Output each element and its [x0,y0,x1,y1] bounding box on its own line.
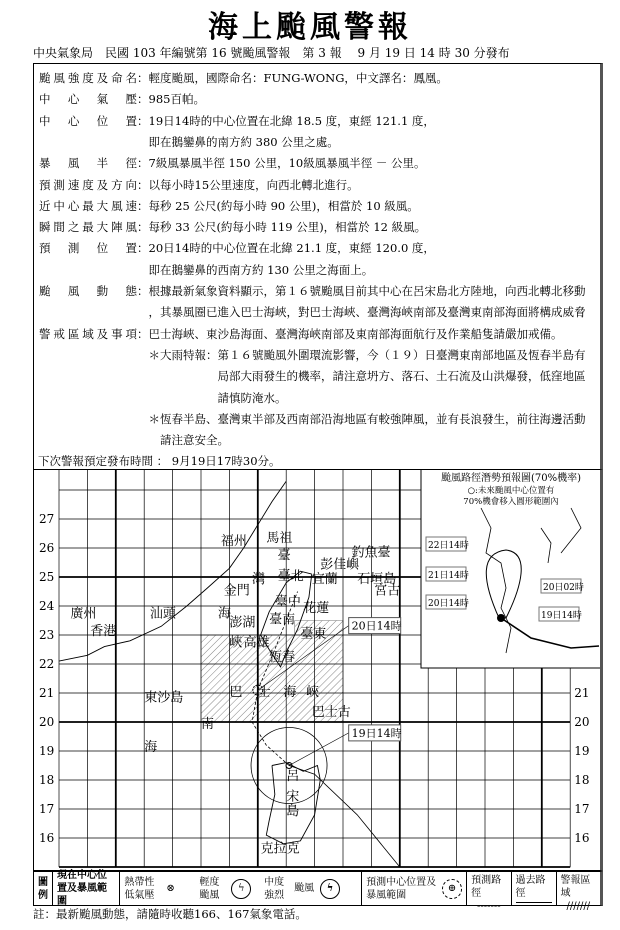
info-row [39,262,373,278]
callout-fcst: 20日14時 [351,619,402,633]
place-label: 克拉克 [260,841,300,857]
place-label: 臺東 [300,626,327,642]
legend-forecast [362,872,467,905]
place-label: 釣魚臺 [351,545,391,561]
row-value: ：根據最新氣象資料顯示，第１６號颱風目前其中心在呂宋島北方陸地，向西北轉北移動 [137,284,586,298]
info-row [39,326,563,342]
row-label: 颱風強度及命名 [39,71,137,85]
mild-typhoon-icon: ϟ [231,879,251,899]
legend-mild-label: 輕度颱風 [199,876,220,901]
legend-head: 圖例 [34,872,53,905]
lat-tick-label: 26 [39,541,55,555]
legend-moderate-label: 中度強烈 [264,876,285,901]
place-label: 峽 [229,635,243,651]
inset-time-label: 19日14時 [541,611,582,621]
callout-leader [289,733,349,766]
place-label: 呂 [286,769,300,784]
inset-time-label: 22日14時 [428,541,469,551]
page-title: 海上颱風警報 [208,10,412,45]
place-label: 士 [257,684,271,700]
row-value: ：20日14時的中心位置在北緯 21.1 度，東經 120.0 度， [137,241,435,256]
info-row [39,70,448,86]
dashed-line-icon: ------- [476,901,501,912]
lat-tick-label: 17 [39,802,55,816]
lat-tick-label-right: 18 [574,773,590,787]
place-label: 海 [218,606,232,622]
info-row [39,368,586,384]
row-label: 暴風半徑 [39,156,137,171]
info-row [39,155,426,171]
info-row [39,240,435,256]
row-label: 警戒區域及事項 [39,326,137,341]
legend-ppath-label: 過去路徑 [515,875,546,899]
legend-warn [557,872,600,912]
place-label: 香港 [90,624,117,639]
info-row [39,113,435,129]
place-label: 臺北 [277,568,304,584]
row-value: ：輕度颱風，國際命名：FUNG-WONG，中文譯名：鳳凰。 [137,71,448,85]
warning-text-box [33,63,603,470]
place-label: 馬祖 [266,531,293,547]
legend-fpath-label: 預測路徑 [471,875,502,899]
lat-tick-label: 24 [39,599,55,613]
info-row [39,432,229,448]
legend-forecast-label: 預測中心位置及暴風範圍 [366,876,437,901]
info-row [39,198,419,214]
place-label: 臺 [277,548,291,564]
place-label: 南 [201,716,215,732]
inset-sub1: ○:未來颱風中心位置有 [467,486,555,496]
place-label: 宜蘭 [311,571,338,587]
legend-td [120,872,195,905]
row-value: ：19日14時的中心位置在北緯 18.5 度，東經 121.1 度， [137,113,435,128]
info-row [39,411,586,427]
row-value: ：985百帕。 [137,92,205,107]
lat-tick-label: 22 [39,657,55,671]
forecast-center-icon: ⊕ [442,879,462,899]
row-value: ＊大雨特報：第１６號颱風外圍環流影響，今（１９）日臺灣東南部地區及恆春半島有 [137,347,586,362]
map-svg [34,470,600,870]
place-label: 澎湖 [229,615,256,631]
row-value: ＊恆春半島、臺灣東半部及西南部沿海地區有較強陣風，並有長浪發生，前往海邊活動 [137,411,586,426]
legend-fpath [467,872,511,912]
place-label: 灣 [252,571,266,587]
info-row [39,177,359,193]
info-row [39,390,287,406]
place-label: 巴 [229,684,243,700]
place-label: 島 [286,803,300,819]
place-label: 東沙島 [144,690,184,706]
inset-sub2: 70%機會移入圓形範圍內 [463,497,559,507]
footnote: 註：最新颱風動態，請隨時收聽166、167氣象電話。 [33,907,307,921]
info-row [39,219,426,235]
lat-tick-label-right: 20 [574,715,590,729]
place-label: 高雄 [243,635,270,651]
place-label: 臺南 [269,612,296,628]
row-label: 預測速度及方向 [39,177,137,192]
place-label: 宮古 [374,583,401,599]
legend-typhoon-label: 颱風 [294,883,315,894]
place-label: 福州 [220,534,247,550]
place-label: 峽 [306,684,320,700]
row-value: 即在鵝鑾鼻的南方約 380 公里之處。 [137,134,339,149]
row-label: 中心氣壓 [39,92,137,107]
row-value: ：每秒 25 公尺(約每小時 90 公里)，相當於 10 級風。 [137,198,419,213]
lat-tick-label: 23 [39,628,55,642]
strong-typhoon-icon: ϟ [320,879,340,899]
place-label: 恆春 [269,650,296,666]
inset-time-label: 21日14時 [428,571,469,581]
lat-tick-label-right: 21 [574,686,590,700]
row-value: 請慎防淹水。 [137,390,287,405]
inset-time-label: 20日14時 [428,599,469,609]
legend-td-label: 熱帶性低氣壓 [124,876,155,901]
row-label: 中心位置 [39,113,137,128]
solid-line-icon [516,900,552,903]
typhoon-map [33,470,603,871]
lat-tick-label-right: 19 [574,744,590,758]
legend-ppath [512,872,557,905]
issue-line: 中央氣象局 民國 103 年編號第 16 號颱風警報 第 3 報 9 月 19 日 14 時 30 分發布 [33,46,510,60]
past-track [289,766,400,868]
place-label: 臺中 [274,595,301,610]
row-label: 瞬間之最大陣風 [39,220,137,235]
place-label: 廣州 [70,606,97,622]
place-label: 巴士古 [311,705,351,721]
legend-moderate [260,872,362,905]
lat-tick-label-right: 17 [574,802,590,816]
legend [33,870,603,912]
lat-tick-label: 27 [39,512,55,526]
row-value: ：巴士海峽、東沙島海面、臺灣海峽南部及東南部海面航行及作業船隻請嚴加戒備。 [137,326,563,341]
legend-current: 現在中心位置及暴風範圍 [53,872,120,905]
next-warning-time: 下次警報預定發布時間 ： 9月19日17時30分。 [38,454,281,468]
info-row [39,283,586,299]
place-label: 石垣島 [357,571,397,587]
place-label: 彭佳嶼 [320,557,360,573]
td-icon: ⊗ [166,883,175,894]
row-label: 颱風動態 [39,284,137,298]
place-label: 金門 [223,583,250,599]
callout-now: 19日14時 [351,726,402,740]
row-value: 請注意安全。 [137,433,229,448]
place-label: 宋 [286,789,300,805]
row-value: ：每秒 33 公尺(約每小時 119 公里)，相當於 12 級風。 [137,220,427,235]
row-value: ：7級風暴風半徑 150 公里，10級風暴風半徑 － 公里。 [137,156,426,171]
lat-tick-label: 16 [39,831,55,845]
row-value: ：以每小時15公里速度，向西北轉北進行。 [137,177,359,192]
legend-warn-label: 警報區域 [560,875,591,899]
place-label: 海 [283,684,297,700]
info-row [39,134,339,150]
lat-tick-label: 25 [39,570,55,584]
lat-tick-label: 19 [39,744,55,758]
lat-tick-label: 18 [39,773,55,787]
row-value: ，其暴風圈已進入巴士海峽，對巴士海峽、臺灣海峽南部及臺灣東南部海面將構成威脅 [137,305,586,320]
row-value: 即在鵝鑾鼻的西南方約 130 公里之海面上。 [137,262,374,277]
inset-current-center [497,614,505,622]
place-label: 花蓮 [303,600,330,616]
info-row [39,304,586,320]
legend-mild [195,872,260,905]
hatch-icon: /////// [566,901,591,912]
lat-tick-label: 21 [39,686,55,700]
row-value: 局部大雨發生的機率，請注意坍方、落石、土石流及山洪爆發，低窪地區 [137,369,586,384]
info-row [39,91,205,107]
row-label: 近中心最大風速 [39,198,137,213]
inset-time-label: 20日02時 [543,583,584,593]
info-row [39,347,586,363]
place-label: 海 [144,740,158,755]
row-label: 預測位置 [39,241,137,256]
lat-tick-label-right: 16 [574,831,590,845]
inset-title: 颱風路徑潛勢預報圖(70%機率) [440,473,582,484]
place-label: 汕頭 [149,606,176,622]
lat-tick-label: 20 [39,715,55,729]
